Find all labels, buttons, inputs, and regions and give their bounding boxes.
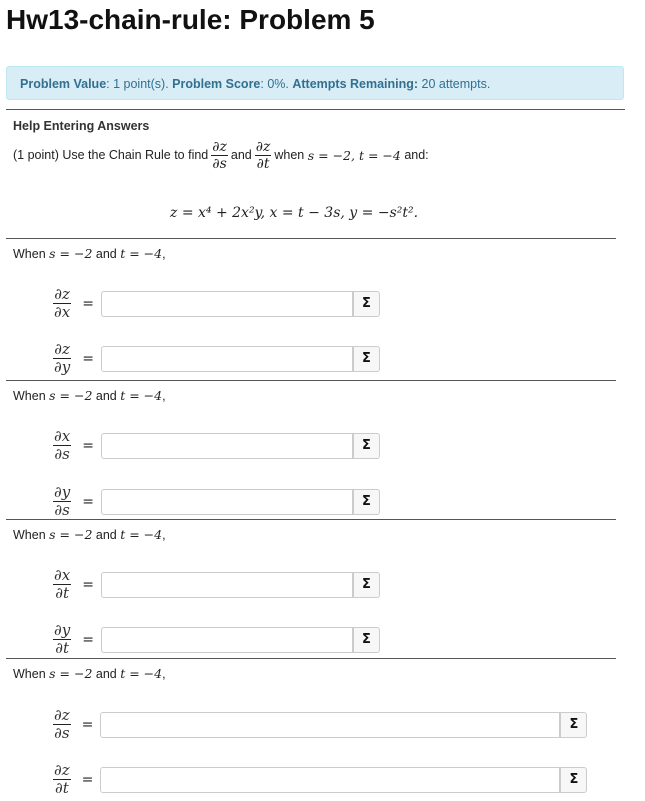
derivative-label: $\frac{\partial y}{\partial s}$ (54, 483, 71, 519)
intro-text: (1 point) Use the Chain Rule to find (13, 148, 209, 162)
problem-equations: z = x⁴ + 2x²y, x = t − 3s, y = −s²t². (170, 205, 419, 221)
derivative-label: $\frac{\partial x}{\partial t}$ (54, 566, 71, 602)
derivative-label: $\frac{\partial y}{\partial t}$ (54, 621, 71, 657)
answer-input[interactable] (101, 291, 353, 317)
equation-editor-button[interactable]: Σ (353, 489, 380, 515)
intro-and-colon: and: (404, 148, 429, 162)
help-entering-answers-link[interactable]: Help Entering Answers (13, 119, 150, 133)
answer-row (50, 567, 380, 602)
problem-score-text: : 0%. (260, 77, 293, 91)
equals-sign: = (81, 771, 94, 788)
section-condition: When s = −2 and t = −4, (13, 666, 166, 681)
section-divider (6, 519, 616, 520)
equals-sign: = (82, 493, 94, 510)
fraction-dz-dt: $\frac{\partial z}{\partial t}$ (255, 138, 271, 172)
fraction-dz-ds: $\frac{\partial z}{\partial s}$ (212, 138, 227, 172)
answer-input[interactable] (100, 767, 560, 793)
equation-editor-button[interactable]: Σ (353, 291, 380, 317)
equation-editor-button[interactable]: Σ (353, 627, 380, 653)
problem-value-label: Problem Value (20, 77, 107, 91)
equals-sign: = (82, 576, 94, 593)
intro-when: when (274, 148, 305, 162)
problem-status-bar (6, 66, 624, 100)
answer-row (50, 622, 380, 657)
derivative-label: $\frac{\partial z}{\partial y}$ (54, 340, 71, 376)
divider (6, 109, 625, 110)
answer-row (50, 707, 587, 742)
section-condition: When s = −2 and t = −4, (13, 527, 166, 542)
answer-row (50, 341, 380, 376)
section-condition: When s = −2 and t = −4, (13, 246, 166, 261)
derivative-label: $\frac{\partial z}{\partial s}$ (54, 706, 70, 742)
answer-row (50, 484, 380, 519)
page-title: Hw13-chain-rule: Problem 5 (6, 4, 375, 35)
problem-value-text: : 1 point(s). (106, 77, 173, 91)
equation-editor-button[interactable]: Σ (353, 433, 380, 459)
equation-editor-button[interactable]: Σ (353, 346, 380, 372)
answer-input[interactable] (101, 489, 353, 515)
answer-row (50, 762, 587, 797)
equation-editor-button[interactable]: Σ (353, 572, 380, 598)
section-divider (6, 658, 616, 659)
derivative-label: $\frac{\partial x}{\partial s}$ (54, 427, 71, 463)
answer-row (50, 286, 380, 321)
problem-intro (13, 138, 429, 172)
derivative-label: $\frac{\partial z}{\partial x}$ (54, 285, 71, 321)
attempts-remaining-text: 20 attempts. (418, 77, 491, 91)
equals-sign: = (82, 631, 94, 648)
answer-input[interactable] (101, 346, 353, 372)
section-divider (6, 380, 616, 381)
answer-input[interactable] (101, 627, 353, 653)
attempts-remaining-label: Attempts Remaining: (292, 77, 419, 91)
equals-sign: = (81, 716, 94, 733)
answer-row (50, 428, 380, 463)
equation-editor-button[interactable]: Σ (560, 712, 587, 738)
problem-score-label: Problem Score (172, 77, 261, 91)
intro-and: and (230, 148, 252, 162)
equals-sign: = (82, 350, 94, 367)
answer-input[interactable] (101, 572, 353, 598)
derivative-label: $\frac{\partial z}{\partial t}$ (54, 761, 70, 797)
equals-sign: = (82, 437, 94, 454)
section-divider (6, 238, 616, 239)
answer-input[interactable] (101, 433, 353, 459)
intro-condition: s = −2, t = −4 (307, 147, 401, 163)
equation-editor-button[interactable]: Σ (560, 767, 587, 793)
section-condition: When s = −2 and t = −4, (13, 388, 166, 403)
answer-input[interactable] (100, 712, 560, 738)
equals-sign: = (82, 295, 94, 312)
